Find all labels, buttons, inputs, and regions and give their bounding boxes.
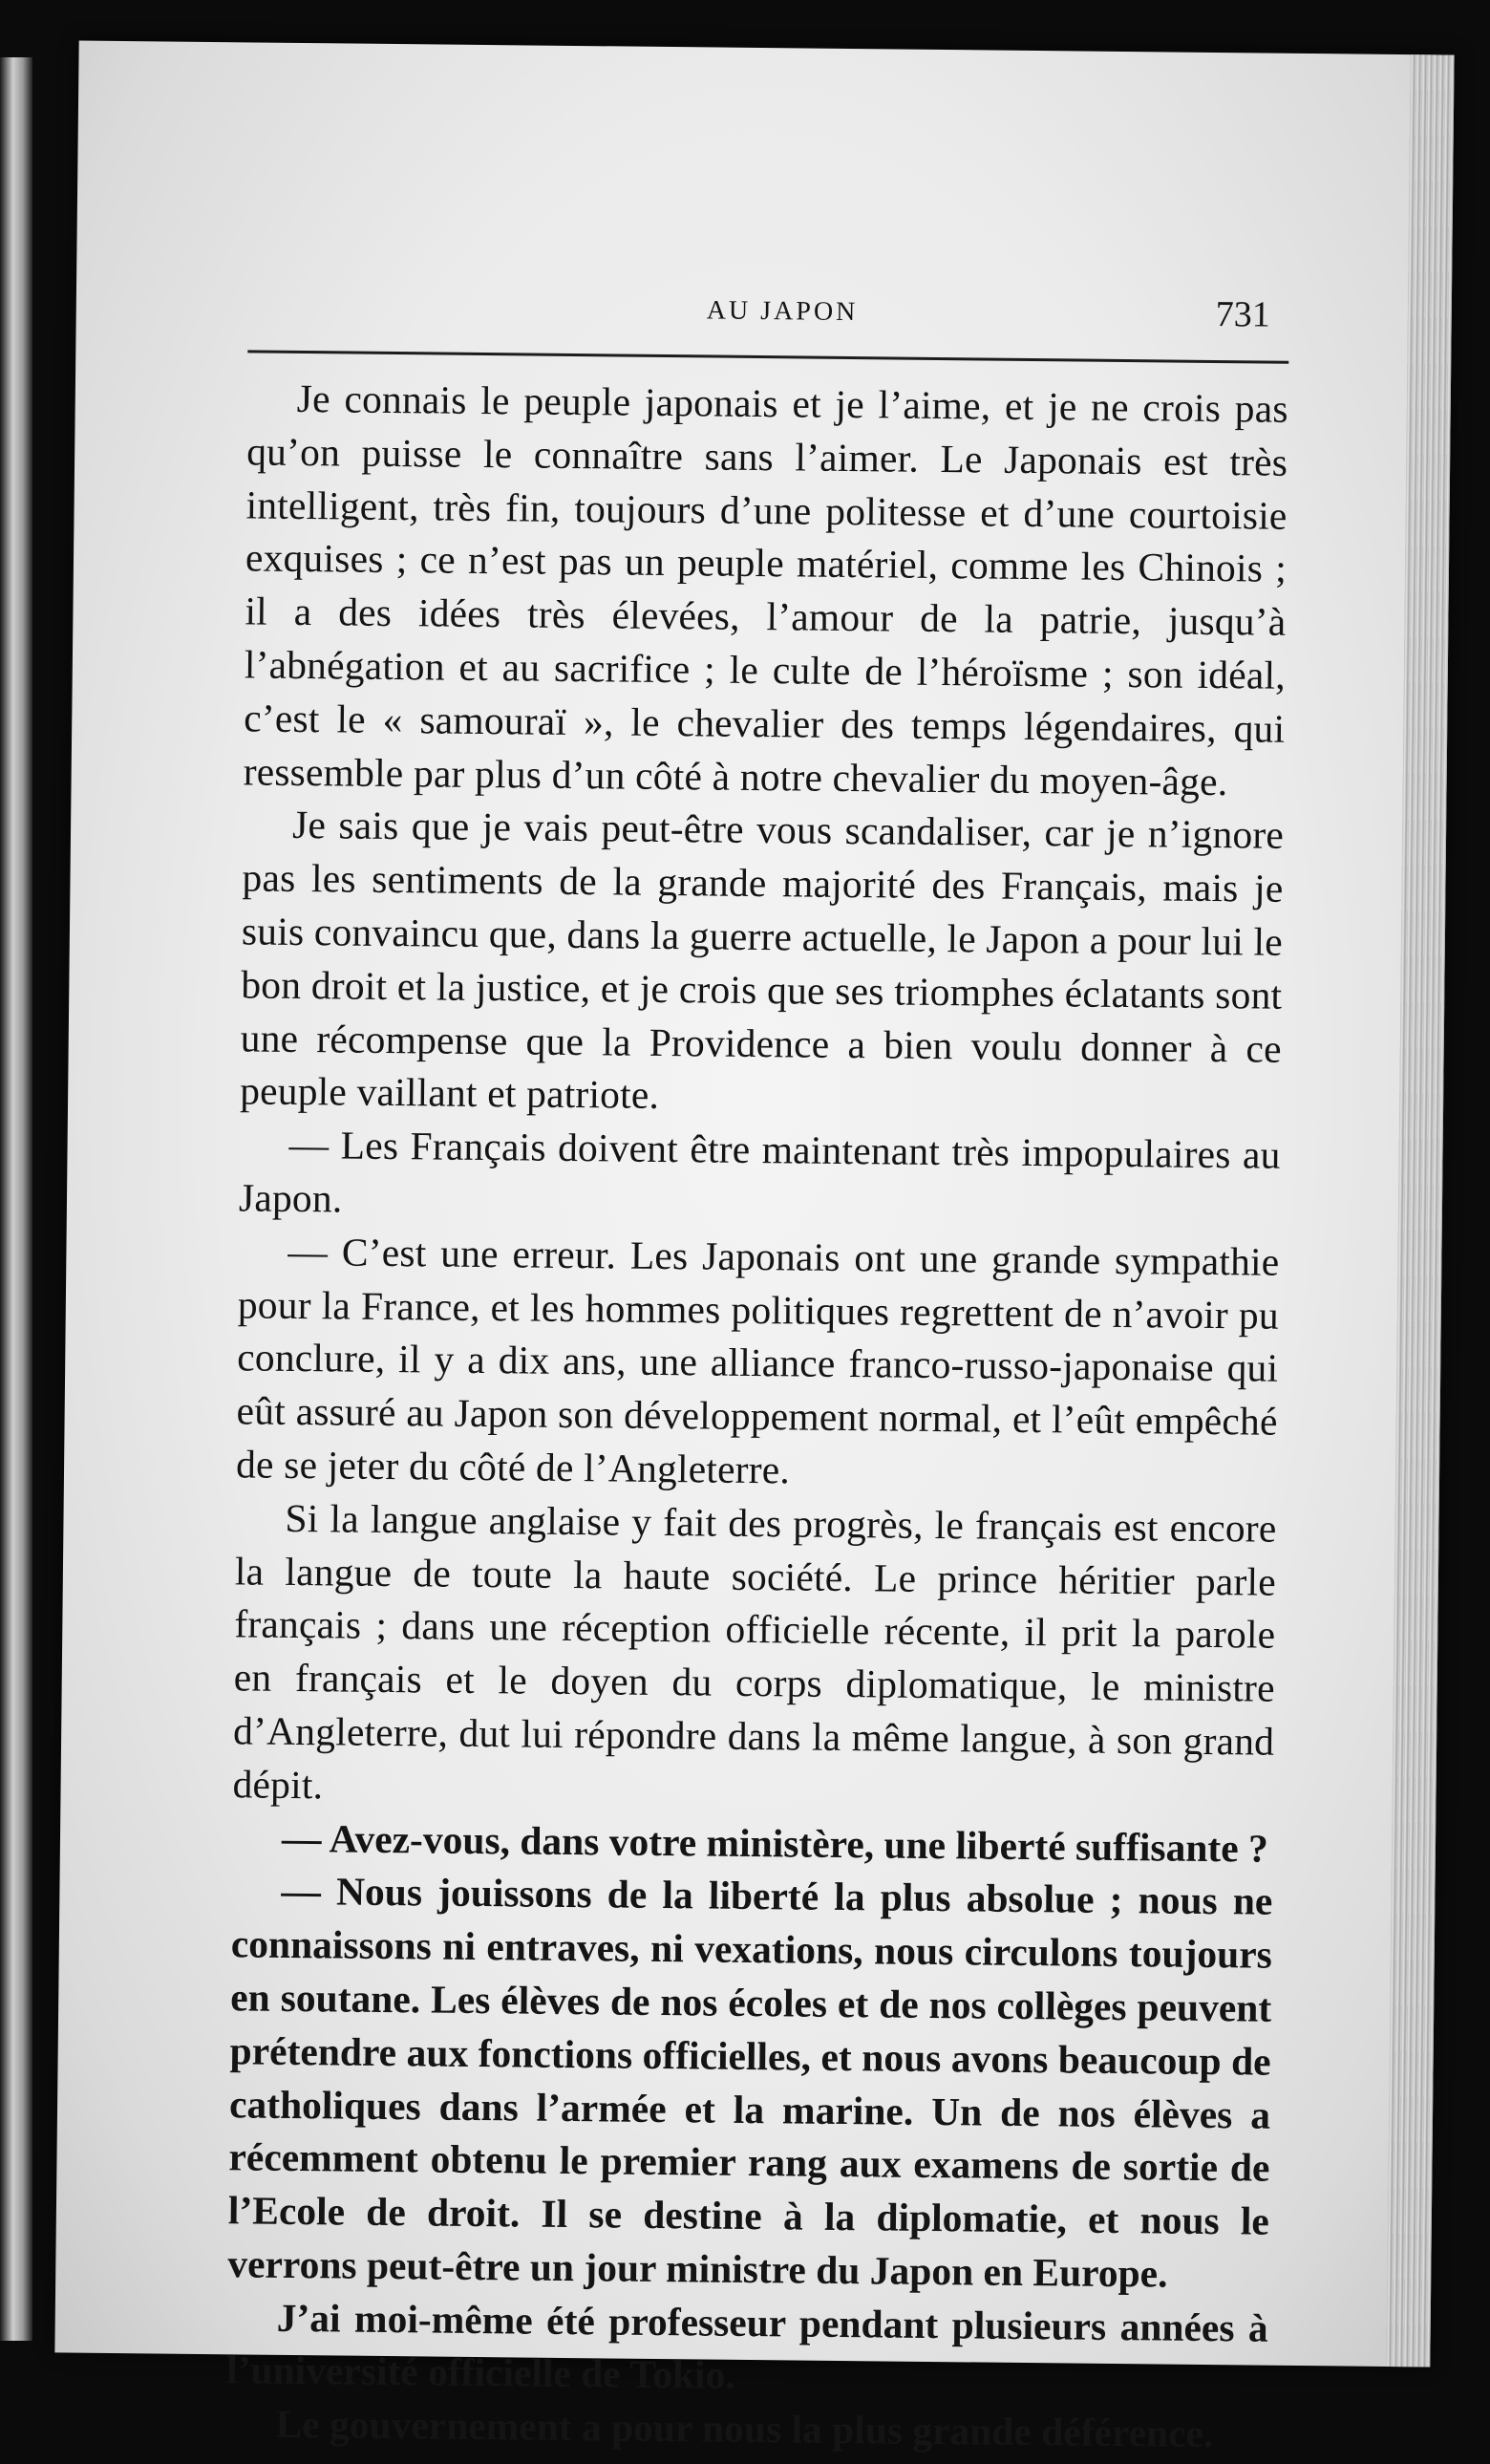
paragraph: Je connais le peuple japonais et je l’aime, et je ne crois pas qu’on puisse le connaître sans l’aimer. Le Japonais est très intelligent, très fin, toujours d’une politesse et d’une courtoisie exquises ; ce n’est pas un peuple matériel, comme les Chinois ; il a des idées très élevées, l’amour de la patrie, jusqu’à l’abnégation et au sacrifice ; le culte de l’héroïsme ; son idéal, c’est le « samouraï », le chevalier des temps légendaires, qui ressemble par plus d’un côté à notre chevalier du moyen-âge. xyxy=(243,375,1288,803)
book-page xyxy=(54,41,1454,2456)
paragraph: Si la langue anglaise y fait des progrès, le français est encore la langue de toute la haute société. Le prince héritier parle français ; dans une réception officielle récente, il prit la parole en français et le doyen du corps diplomatique, le ministre d’Angleterre, dut lui répondre dans la même langue, à son grand dépit. xyxy=(232,1495,1277,1808)
body-text xyxy=(225,372,1288,2461)
adjacent-page-edge xyxy=(0,57,32,2341)
paragraph: — Avez-vous, dans votre ministère, une liberté suffisante ? xyxy=(281,1815,1269,1871)
paragraph: — C’est une erreur. Les Japonais ont une grande sympathie pour la France, et les hommes politiques regrettent de n’avoir pu conclure, il y a dix ans, une alliance franco-russo-japonaise qui eût assuré au Japon son développement normal, et l’eût empêché de se jeter du côté de l’Angleterre. xyxy=(235,1229,1280,1492)
paragraph: — Nous jouissons de la liberté la plus absolue ; nous ne connaissons ni entraves, ni vexations, nous circulons toujours en soutane. Les élèves de nos écoles et de nos collèges peuvent prétendre aux fonctions officielles, et nous avons beaucoup de catholiques dans l’armée et la marine. Un de nos élèves a récemment obtenu le premier rang aux examens de sortie de l’Ecole de droit. Il se destine à la diplomatie, et nous le verrons peut-être un jour ministre du Japon en Europe. xyxy=(227,1869,1273,2296)
running-head-title: AU JAPON xyxy=(706,295,859,328)
page-number: 731 xyxy=(1215,294,1270,335)
paragraph: J’ai moi-même été professeur pendant plusieurs années à l’université officielle de Tokio. xyxy=(225,2295,1268,2398)
running-head xyxy=(247,281,1270,358)
paragraph: Je sais que je vais peut-être vous scandaliser, car je n’ignore pas les sentiments de la grande majorité des Français, mais je suis convaincu que, dans la guerre actuelle, le Japon a pour lui le bon droit et la justice, et je crois que ses triomphes éclatants sont une récompense que la Providence a bien voulu donner à ce peuple vaillant et patriote. xyxy=(239,803,1285,1118)
paragraph: Le gouvernement a pour nous la plus grande déférence. xyxy=(275,2402,1214,2456)
paragraph: — Les Français doivent être maintenant très impopulaires au Japon. xyxy=(238,1123,1281,1221)
page-fore-edge xyxy=(1386,54,1454,2367)
